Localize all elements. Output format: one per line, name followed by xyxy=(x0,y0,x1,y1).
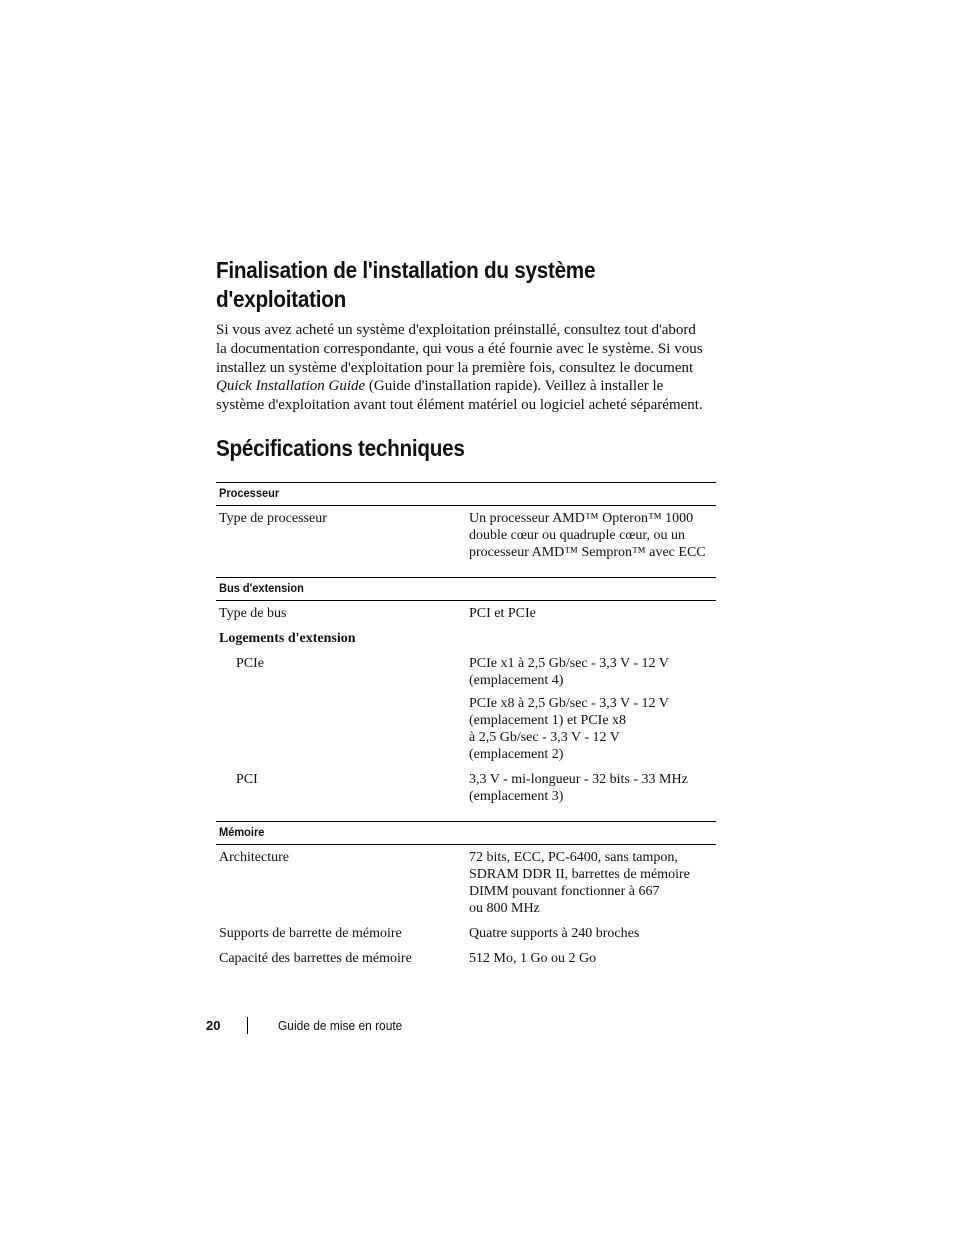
intro-line-1: Si vous avez acheté un système d'exploitation préinstallé, consultez tout d'abord xyxy=(216,322,696,338)
footer-document-title: Guide de mise en route xyxy=(278,1018,403,1033)
spec-value xyxy=(466,655,716,763)
intro-line-5: système d'exploitation avant tout élément matériel ou logiciel acheté séparément. xyxy=(216,397,703,414)
heading-finalisation-line-2: d'exploitation xyxy=(216,286,346,312)
intro-paragraph xyxy=(216,321,720,415)
spec-value-line: DIMM pouvant fonctionner à 667 xyxy=(469,884,660,899)
spec-row-memory-capacity xyxy=(216,950,716,967)
spec-label: PCIe xyxy=(236,656,264,671)
spec-value-line: double cœur ou quadruple cœur, ou un xyxy=(469,528,685,543)
intro-line-3: installez un système d'exploitation pour la première fois, consultez le document xyxy=(216,359,694,376)
spec-value xyxy=(466,510,716,561)
spec-label: Supports de barrette de mémoire xyxy=(219,926,402,941)
spec-value-line: (emplacement 1) et PCIe x8 xyxy=(469,713,627,728)
spec-value xyxy=(466,771,716,805)
spec-value xyxy=(466,849,716,917)
spec-value-line: SDRAM DDR II, barrettes de mémoire xyxy=(469,867,690,882)
spec-value: Quatre supports à 240 broches xyxy=(469,926,640,941)
category-expansion-bus-title: Bus d'extension xyxy=(219,581,304,595)
spec-value-line: (emplacement 3) xyxy=(469,789,564,804)
category-processor xyxy=(216,482,716,506)
spec-value-line: PCIe x1 à 2,5 Gb/sec - 3,3 V - 12 V xyxy=(469,656,669,671)
spec-row-pcie xyxy=(216,655,716,763)
category-memory-title: Mémoire xyxy=(219,825,265,839)
spec-value-line: ou 800 MHz xyxy=(469,901,540,916)
spec-label: Type de bus xyxy=(219,606,287,621)
category-processor-title: Processeur xyxy=(219,486,280,500)
heading-finalisation-line-1: Finalisation de l'installation du système xyxy=(216,257,596,283)
spec-value: 512 Mo, 1 Go ou 2 Go xyxy=(469,951,597,966)
spec-value-line: 3,3 V - mi-longueur - 32 bits - 33 MHz xyxy=(469,772,688,787)
category-memory xyxy=(216,821,716,845)
spec-table xyxy=(216,482,716,967)
quick-installation-guide-title: Quick Installation Guide xyxy=(216,378,366,395)
spec-value-line: (emplacement 4) xyxy=(469,673,564,688)
spec-label: Type de processeur xyxy=(219,511,327,526)
spec-row-bus-type xyxy=(216,605,716,622)
spec-value-line: PCIe x8 à 2,5 Gb/sec - 3,3 V - 12 V xyxy=(469,696,669,711)
spec-value: PCI et PCIe xyxy=(469,606,536,621)
spec-value-line: Un processeur AMD™ Opteron™ 1000 xyxy=(469,511,694,526)
spec-value-line: 72 bits, ECC, PC-6400, sans tampon, xyxy=(469,850,678,865)
spec-row-processor-type xyxy=(216,510,716,561)
spec-value-line: processeur AMD™ Sempron™ avec ECC xyxy=(469,545,706,560)
category-expansion-bus xyxy=(216,577,716,601)
heading-specifications: Spécifications techniques xyxy=(216,435,465,461)
spec-value-line: à 2,5 Gb/sec - 3,3 V - 12 V xyxy=(469,730,620,745)
spec-label: Logements d'extension xyxy=(219,631,356,646)
spec-value-line: (emplacement 2) xyxy=(469,747,564,762)
spec-label: Capacité des barrettes de mémoire xyxy=(219,951,412,966)
spec-row-pci xyxy=(216,771,716,805)
spec-row-memory-sockets xyxy=(216,925,716,942)
intro-line-2: la documentation correspondante, qui vous a été fournie avec le système. Si vous xyxy=(216,340,703,357)
intro-line-4 xyxy=(216,377,720,396)
intro-line-4-rest: (Guide d'installation rapide). Veillez à installer le xyxy=(365,378,664,395)
footer-divider xyxy=(247,1017,248,1034)
spec-label: Architecture xyxy=(219,850,289,865)
spec-row-expansion-slots xyxy=(216,630,716,647)
spec-row-architecture xyxy=(216,849,716,917)
page-number: 20 xyxy=(206,1018,221,1033)
heading-finalisation xyxy=(216,256,595,314)
spec-label: PCI xyxy=(236,772,258,787)
